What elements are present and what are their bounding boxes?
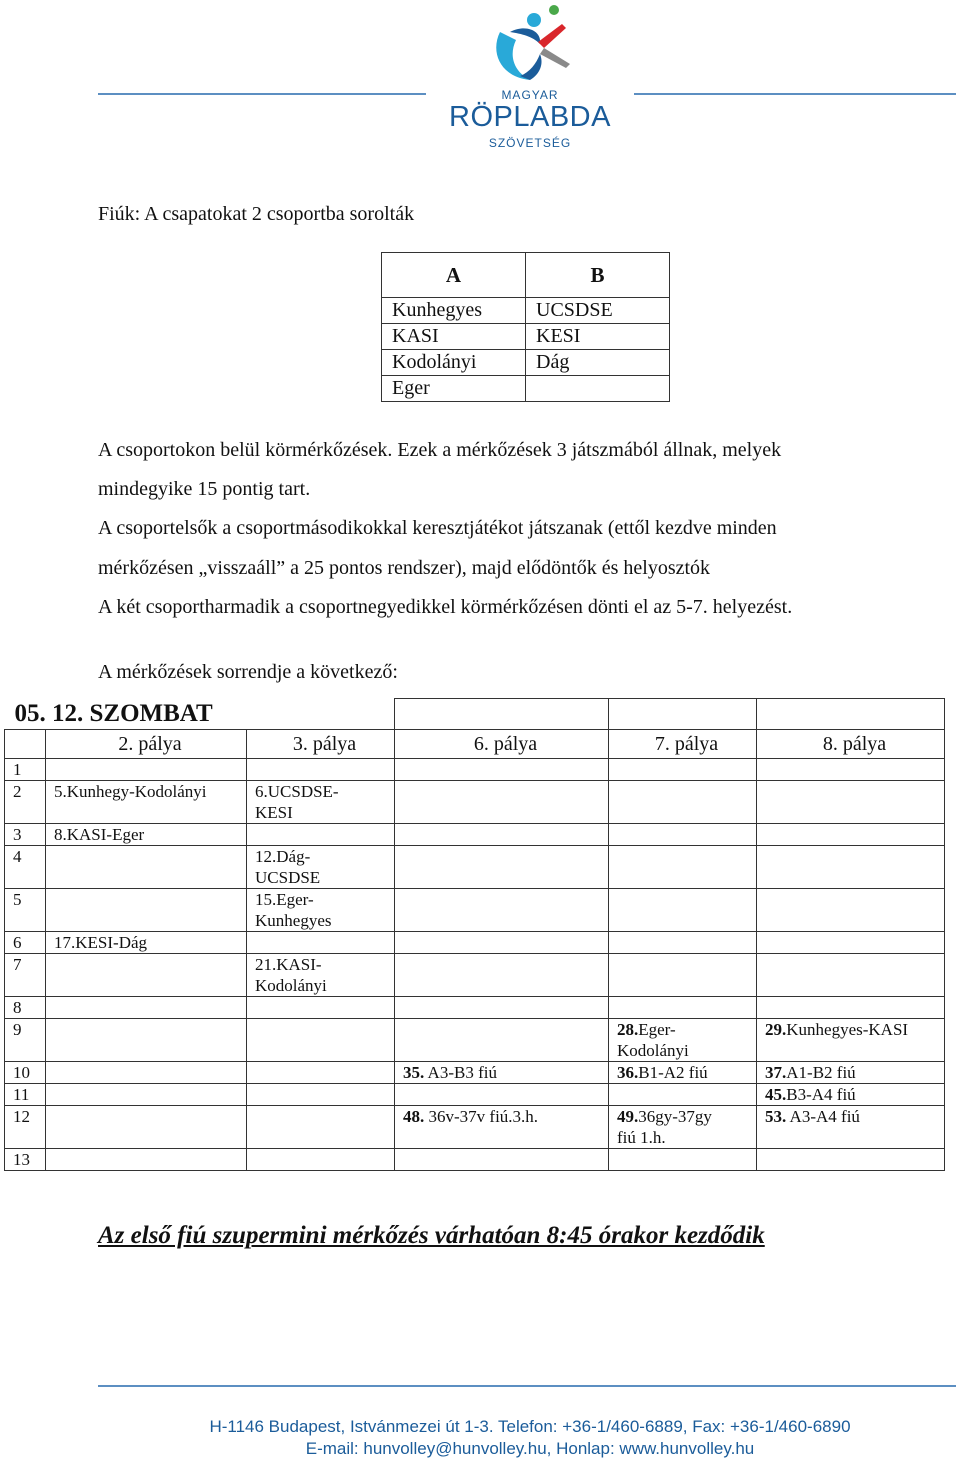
paragraph: A mérkőzések sorrendje a következő:: [98, 661, 398, 683]
empty-cell: [609, 997, 757, 1019]
table-row: [5, 889, 945, 932]
slot-number: 6: [5, 932, 46, 954]
empty-cell: [757, 889, 945, 932]
match-cell: 17.KESI-Dág: [46, 932, 247, 954]
federation-logo: [430, 2, 630, 152]
empty-cell: [757, 997, 945, 1019]
empty-cell: [395, 781, 609, 824]
empty-cell: [609, 1084, 757, 1106]
court-header: 6. pálya: [395, 730, 609, 759]
schedule-note: Az első fiú szupermini mérkőzés várhatóan 8:45 órakor kezdődik: [98, 1222, 765, 1249]
empty-cell: [395, 889, 609, 932]
paragraph: A csoportokon belül körmérkőzések. Ezek a mérkőzések 3 játszmából állnak, melyek: [98, 439, 782, 461]
groups-header-row: [382, 253, 670, 298]
slot-number: 11: [5, 1084, 46, 1106]
empty-cell: [395, 954, 609, 997]
empty-cell: [46, 1084, 247, 1106]
paragraph: A csoportelsők a csoportmásodikokkal keresztjátékot játszanak (ettől kezdve minden: [98, 517, 777, 539]
empty-cell: [757, 824, 945, 846]
empty-cell: [609, 699, 757, 730]
empty-cell: [757, 781, 945, 824]
slot-number: 2: [5, 781, 46, 824]
empty-cell: [609, 824, 757, 846]
empty-cell: [757, 954, 945, 997]
empty-cell: [46, 1106, 247, 1149]
empty-cell: [46, 1062, 247, 1084]
group-b-header: B: [526, 253, 670, 298]
match-cell: 49.36gy-37gy fiú 1.h.: [609, 1106, 757, 1149]
empty-cell: [247, 759, 395, 781]
match-cell: 48. 36v-37v fiú.3.h.: [395, 1106, 609, 1149]
empty-cell: [395, 846, 609, 889]
header-rule-left: [98, 93, 426, 95]
match-cell: 28.Eger- Kodolányi: [609, 1019, 757, 1062]
empty-cell: [757, 699, 945, 730]
schedule-courts-row: [5, 730, 945, 759]
group-cell: Dág: [526, 350, 670, 376]
empty-cell: [609, 889, 757, 932]
empty-cell: [46, 889, 247, 932]
empty-cell: [395, 824, 609, 846]
empty-cell: [247, 1106, 395, 1149]
match-cell: 5.Kunhegy-Kodolányi: [46, 781, 247, 824]
paragraph: mérkőzésen „visszaáll” a 25 pontos rendszer), majd elődöntők és helyosztók: [98, 557, 711, 579]
empty-cell: [247, 997, 395, 1019]
match-cell: 15.Eger- Kunhegyes: [247, 889, 395, 932]
table-row: [5, 1149, 945, 1171]
match-cell: 53. A3-A4 fiú: [757, 1106, 945, 1149]
court-header: 8. pálya: [757, 730, 945, 759]
match-cell: 35. A3-B3 fiú: [395, 1062, 609, 1084]
table-row: [5, 824, 945, 846]
schedule-date-row: [5, 699, 945, 730]
match-cell: 8.KASI-Eger: [46, 824, 247, 846]
empty-cell: [757, 1149, 945, 1171]
volleyball-player-icon: [470, 2, 590, 88]
empty-cell: [247, 932, 395, 954]
slot-number: 7: [5, 954, 46, 997]
empty-cell: [609, 846, 757, 889]
table-row: [382, 376, 670, 402]
table-row: [5, 1106, 945, 1149]
header-rule-right: [634, 93, 956, 95]
empty-cell: [395, 699, 609, 730]
footer-address: H-1146 Budapest, Istvánmezei út 1-3. Telefon: +36-1/460-6889, Fax: +36-1/460-6890: [209, 1417, 851, 1436]
group-cell: KASI: [382, 324, 526, 350]
court-header: 3. pálya: [247, 730, 395, 759]
slot-number: 13: [5, 1149, 46, 1171]
slot-number: 3: [5, 824, 46, 846]
match-cell: 37.A1-B2 fiú: [757, 1062, 945, 1084]
table-row: [5, 1084, 945, 1106]
group-cell: KESI: [526, 324, 670, 350]
intro-text: Fiúk: A csapatokat 2 csoportba sorolták: [98, 203, 415, 225]
empty-cell: [395, 997, 609, 1019]
empty-cell: [46, 846, 247, 889]
table-row: [5, 759, 945, 781]
footer-contact: E-mail: hunvolley@hunvolley.hu, Honlap: www.hunvolley.hu: [305, 1439, 755, 1458]
table-row: [5, 997, 945, 1019]
slot-number: 9: [5, 1019, 46, 1062]
match-cell: 6.UCSDSE- KESI: [247, 781, 395, 824]
slot-number: 10: [5, 1062, 46, 1084]
court-header: 7. pálya: [609, 730, 757, 759]
empty-cell: [247, 1149, 395, 1171]
logo-main-text: RÖPLABDA: [449, 101, 611, 133]
group-cell: Kodolányi: [382, 350, 526, 376]
empty-cell: [46, 759, 247, 781]
empty-cell: [46, 1019, 247, 1062]
table-row: [5, 846, 945, 889]
empty-cell: [609, 759, 757, 781]
empty-cell: [609, 781, 757, 824]
paragraph: A két csoportharmadik a csoportnegyedikkel körmérkőzésen dönti el az 5-7. helyezést.: [98, 596, 793, 618]
empty-cell: [247, 824, 395, 846]
empty-cell: [395, 1019, 609, 1062]
schedule-date: 05. 12. SZOMBAT: [5, 699, 395, 730]
empty-cell: [757, 846, 945, 889]
table-row: [382, 298, 670, 324]
match-cell: 36.B1-A2 fiú: [609, 1062, 757, 1084]
group-cell: [526, 376, 670, 402]
empty-cell: [395, 759, 609, 781]
empty-cell: [757, 932, 945, 954]
slot-number: 8: [5, 997, 46, 1019]
empty-cell: [395, 932, 609, 954]
groups-table: [381, 252, 670, 402]
table-row: [5, 932, 945, 954]
empty-cell: [46, 954, 247, 997]
table-row: [382, 350, 670, 376]
match-cell: 29.Kunhegyes-KASI: [757, 1019, 945, 1062]
empty-cell: [609, 954, 757, 997]
schedule-table: [4, 698, 945, 1171]
empty-cell: [247, 1062, 395, 1084]
table-row: [5, 954, 945, 997]
slot-number: 1: [5, 759, 46, 781]
empty-cell: [5, 730, 46, 759]
slot-number: 5: [5, 889, 46, 932]
empty-cell: [247, 1019, 395, 1062]
empty-cell: [395, 1149, 609, 1171]
group-cell: Eger: [382, 376, 526, 402]
match-cell: 21.KASI- Kodolányi: [247, 954, 395, 997]
table-row: [5, 1019, 945, 1062]
empty-cell: [609, 932, 757, 954]
group-cell: Kunhegyes: [382, 298, 526, 324]
match-cell: 45.B3-A4 fiú: [757, 1084, 945, 1106]
logo-sub-text: SZÖVETSÉG: [488, 136, 572, 150]
group-a-header: A: [382, 253, 526, 298]
empty-cell: [46, 1149, 247, 1171]
footer-rule: [98, 1385, 956, 1387]
court-header: 2. pálya: [46, 730, 247, 759]
empty-cell: [757, 759, 945, 781]
empty-cell: [247, 1084, 395, 1106]
table-row: [5, 1062, 945, 1084]
table-row: [5, 781, 945, 824]
table-row: [382, 324, 670, 350]
empty-cell: [395, 1084, 609, 1106]
group-cell: UCSDSE: [526, 298, 670, 324]
empty-cell: [609, 1149, 757, 1171]
slot-number: 4: [5, 846, 46, 889]
logo-small-text: MAGYAR: [501, 88, 559, 102]
slot-number: 12: [5, 1106, 46, 1149]
match-cell: 12.Dág- UCSDSE: [247, 846, 395, 889]
paragraph: mindegyike 15 pontig tart.: [98, 478, 311, 500]
empty-cell: [46, 997, 247, 1019]
